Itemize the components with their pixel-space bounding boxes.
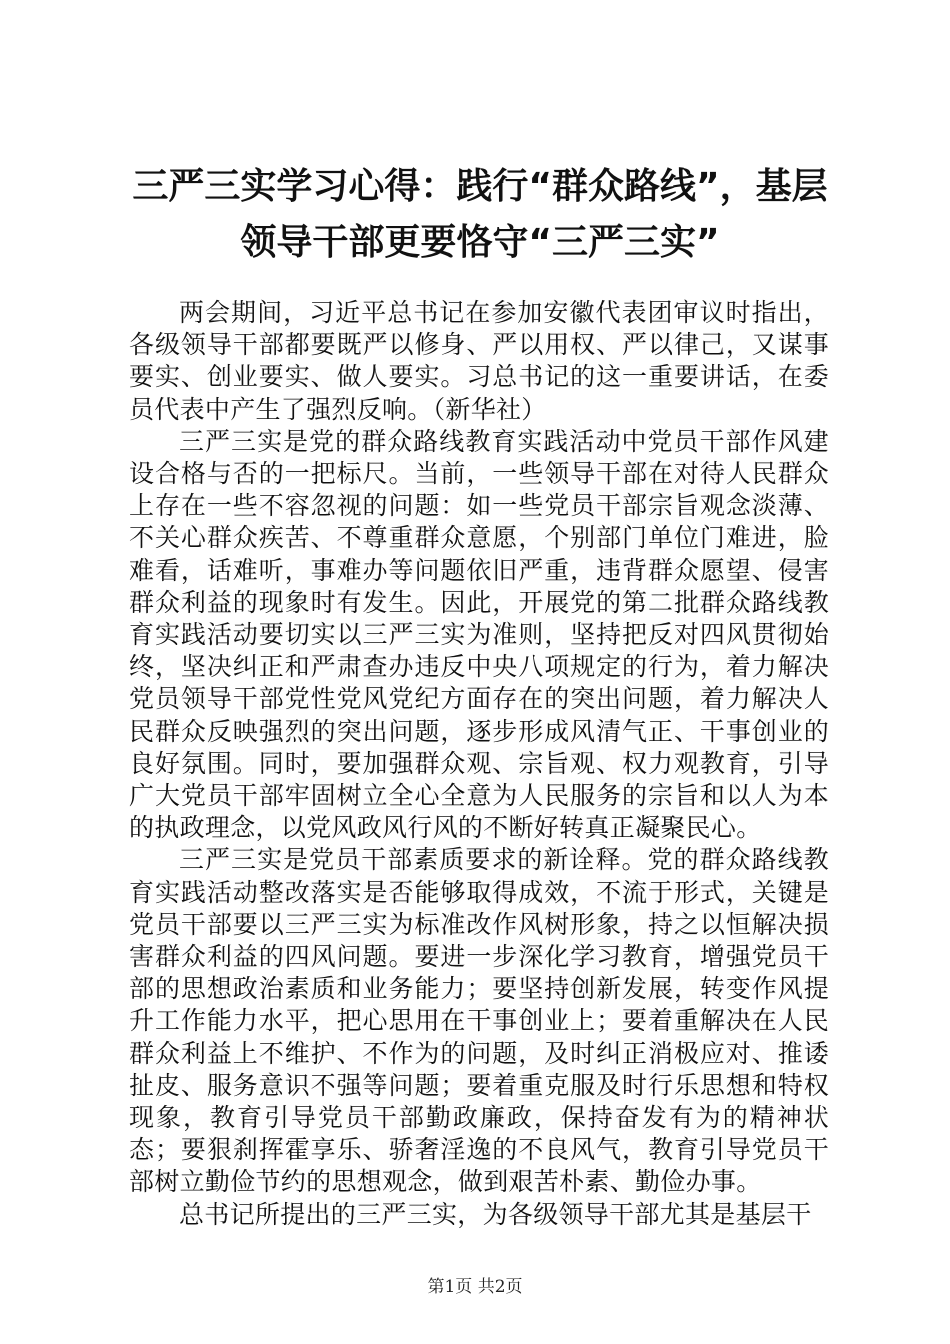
document-title [100, 159, 860, 271]
page-footer: 第1页 共2页 [427, 1277, 523, 1297]
paragraph-4: 总书记所提出的三严三实，为各级领导干部尤其是基层干 [179, 1199, 812, 1229]
document-body [129, 297, 829, 1231]
paragraph-1: 两会期间，习近平总书记在参加安徽代表团审议时指出，各级领导干部都要既严以修身、严以用权、严以律己，又谋事要实、创业要实、做人要实。习总书记的这一重要讲话，在委员代表中产生了强烈反响。（新华社） [129, 298, 829, 424]
paragraph-2: 三严三实是党的群众路线教育实践活动中党员干部作风建设合格与否的一把标尺。当前，一些领导干部在对待人民群众上存在一些不容忽视的问题：如一些党员干部宗旨观念淡薄、不关心群众疾苦、不尊重群众意愿，个别部门单位门难进，脸难看，话难听，事难办等问题依旧严重，违背群众愿望、侵害群众利益的现象时有发生。因此，开展党的第二批群众路线教育实践活动要切实以三严三实为准则，坚持把反对四风贯彻始终，坚决纠正和严肃查办违反中央八项规定的行为，着力解决党员领导干部党性党风党纪方面存在的突出问题，着力解决人民群众反映强烈的突出问题，逐步形成风清气正、干事创业的良好氛围。同时，要加强群众观、宗旨观、权力观教育，引导广大党员干部牢固树立全心全意为人民服务的宗旨和以人为本的执政理念，以党风政风行风的不断好转真正凝聚民心。 [129, 426, 829, 843]
title-line-1: 三严三实学习心得：践行“群众路线”，基层 [132, 166, 828, 207]
paragraph-3: 三严三实是党员干部素质要求的新诠释。党的群众路线教育实践活动整改落实是否能够取得成效，不流于形式，关键是党员干部要以三严三实为标准改作风树形象，持之以恒解决损害群众利益的四风问题。要进一步深化学习教育，增强党员干部的思想政治素质和业务能力；要坚持创新发展，转变作风提升工作能力水平，把心思用在干事创业上；要着重解决在人民群众利益上不维护、不作为的问题，及时纠正消极应对、推诿扯皮、服务意识不强等问题；要着重克服及时行乐思想和特权现象，教育引导党员干部勤政廉政，保持奋发有为的精神状态；要狠刹挥霍享乐、骄奢淫逸的不良风气，教育引导党员干部树立勤俭节约的思想观念，做到艰苦朴素、勤俭办事。 [129, 845, 829, 1197]
title-line-2: 领导干部更要恪守“三严三实” [240, 222, 720, 263]
